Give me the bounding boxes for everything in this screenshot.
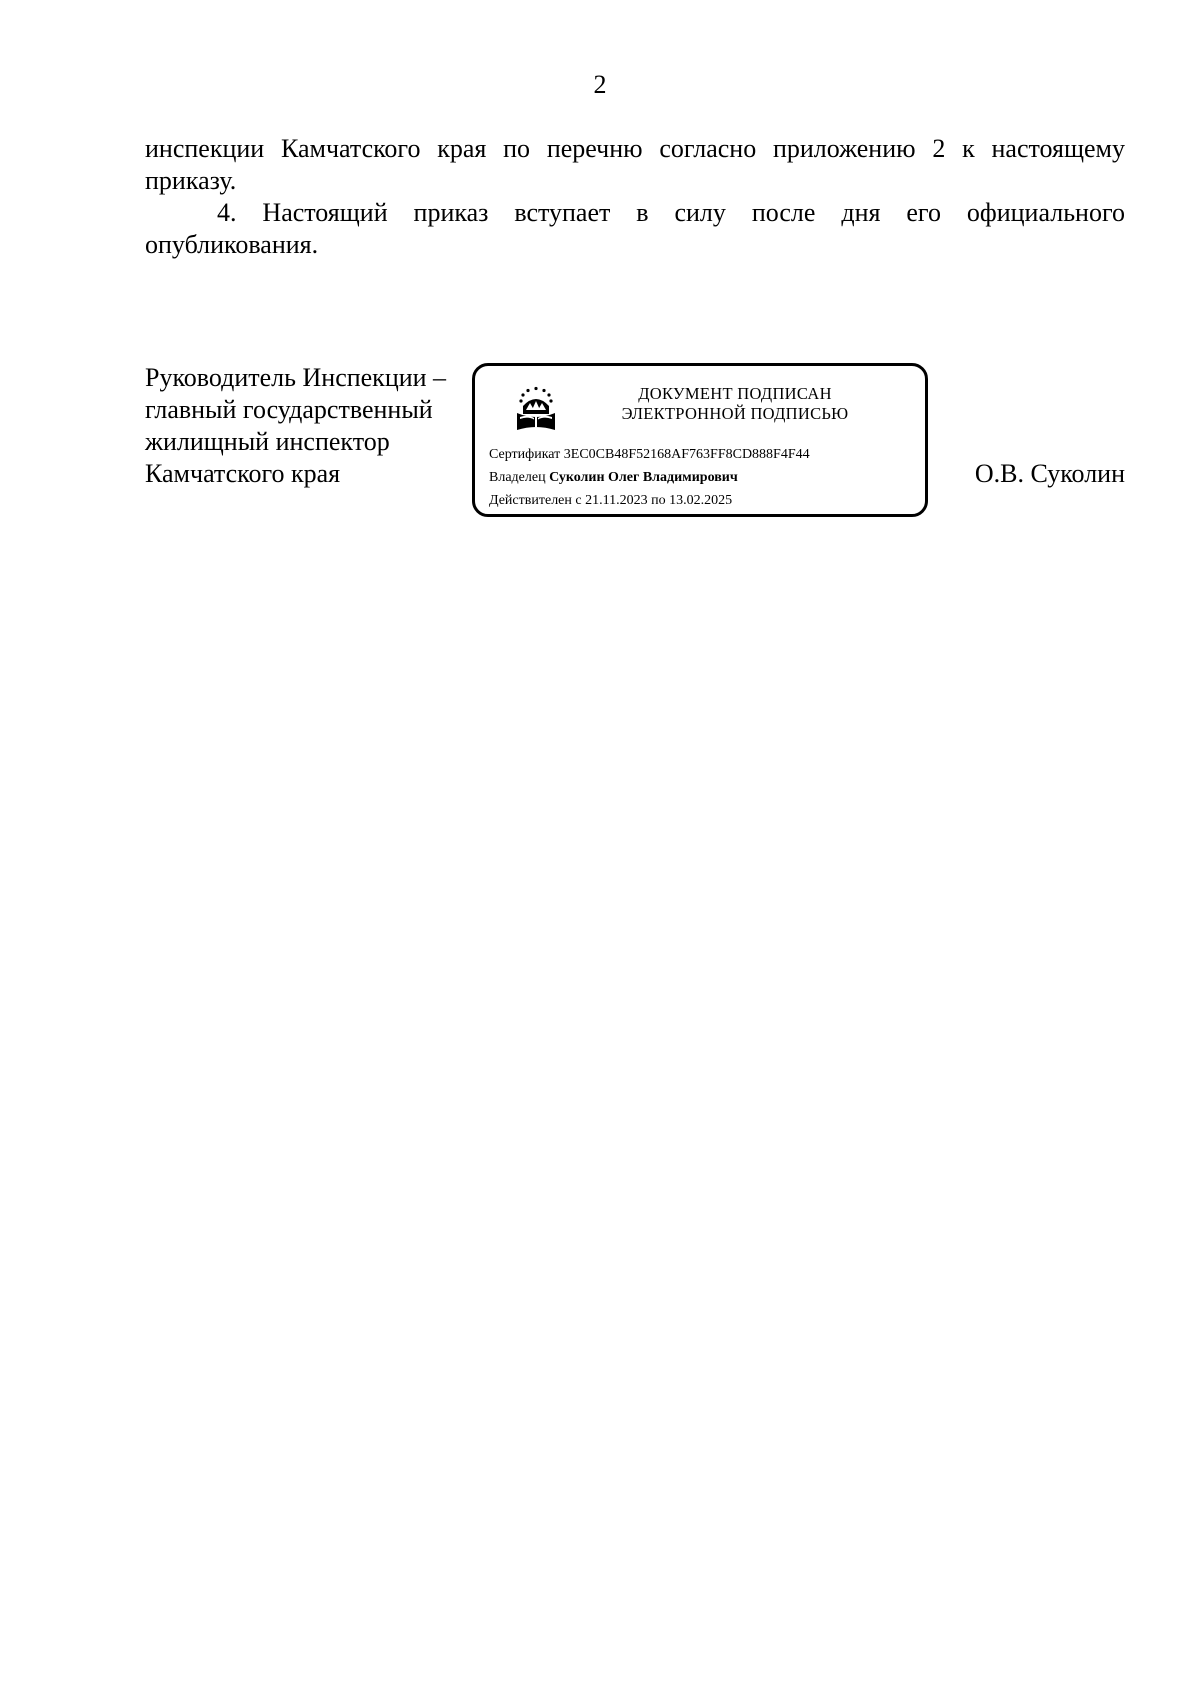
signer-title-line: жилищный инспектор [145, 427, 390, 456]
signer-name: О.В. Суколин [974, 459, 1125, 488]
valid-to-label: по [651, 493, 666, 508]
valid-from-date: 21.11.2023 [585, 493, 648, 508]
owner-label: Владелец [489, 470, 546, 485]
electronic-signature-stamp [472, 363, 928, 517]
valid-to-date: 13.02.2025 [669, 493, 733, 508]
certificate-value: 3EC0CB48F52168AF763FF8CD888F4F44 [563, 447, 810, 462]
kamchatka-coat-of-arms-icon [511, 384, 561, 434]
document-body [145, 133, 1125, 261]
page-number: 2 [593, 70, 607, 99]
stamp-owner [489, 469, 738, 487]
stamp-heading-line1: ДОКУМЕНТ ПОДПИСАН [638, 384, 832, 403]
stamp-validity [489, 492, 732, 510]
signer-title-line: Руководитель Инспекции – [145, 363, 447, 392]
certificate-label: Сертификат [489, 447, 561, 462]
paragraph-continuation: инспекции Камчатского края по перечню согласно приложению 2 к настоящему приказу. [145, 134, 1125, 195]
stamp-heading [575, 384, 895, 424]
owner-value: Суколин Олег Владимирович [549, 470, 738, 485]
valid-label: Действителен [489, 493, 572, 508]
stamp-heading-line2: ЭЛЕКТРОННОЙ ПОДПИСЬЮ [621, 404, 849, 423]
signer-title [145, 362, 446, 490]
paragraph-4: 4. Настоящий приказ вступает в силу после дня его официального опубликования. [145, 198, 1125, 259]
stamp-certificate [489, 446, 810, 464]
signer-title-line: главный государственный [145, 395, 433, 424]
valid-from-label: с [575, 493, 582, 508]
signer-title-line: Камчатского края [145, 459, 341, 488]
